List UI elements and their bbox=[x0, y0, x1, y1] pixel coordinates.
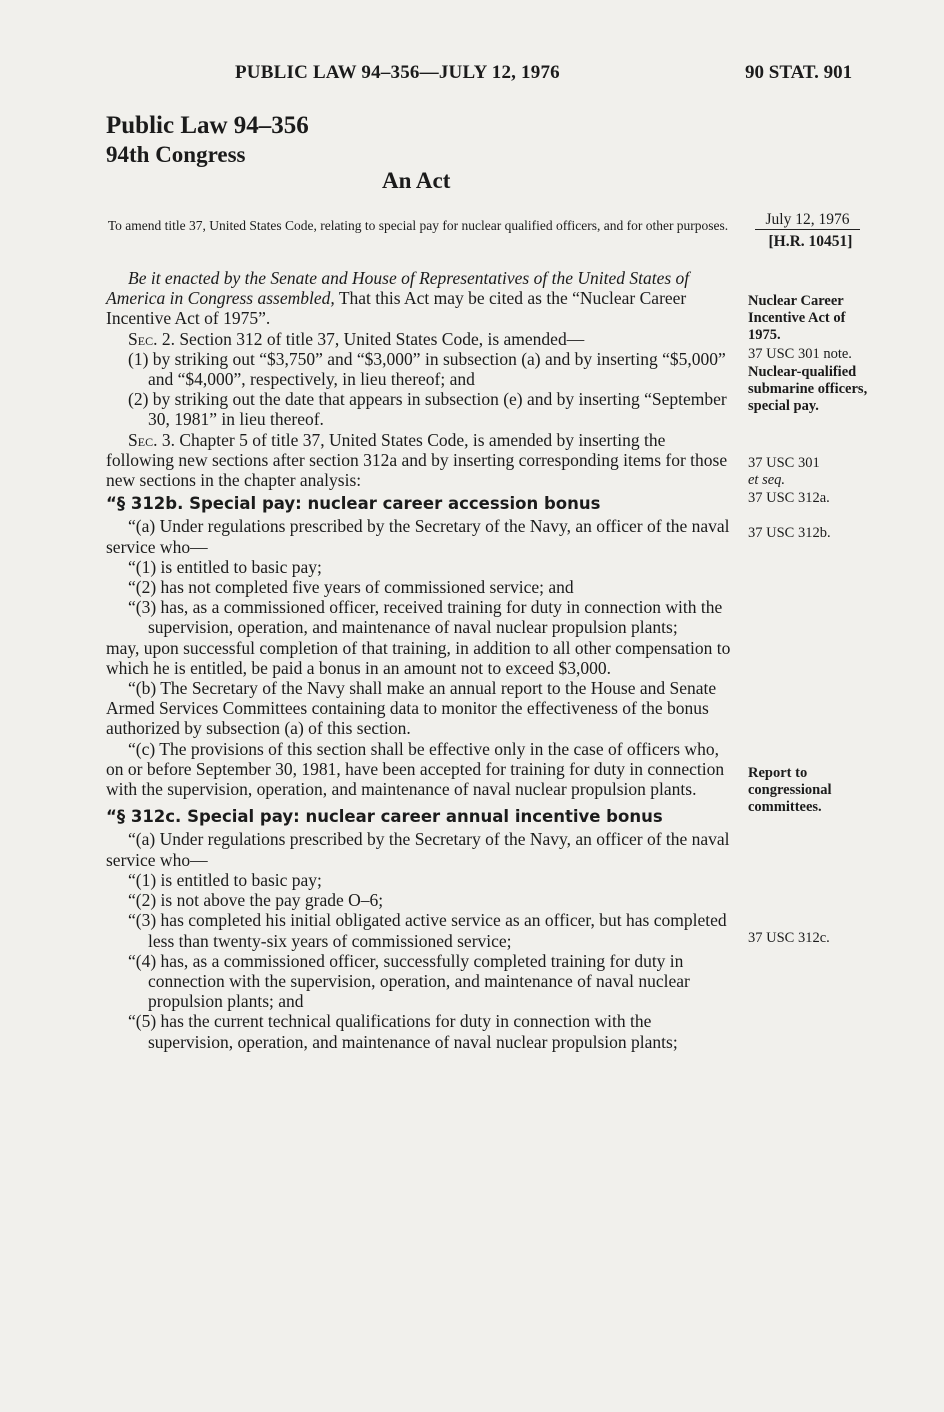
section-312b-b: “(b) The Secretary of the Navy shall make an annual report to the House and Senate Armed Services Committees containing data to monitor the effectiveness of the bonus authorized by subsection (a) of this section. bbox=[106, 678, 717, 739]
section-312c-a-4: “(4) has, as a commissioned officer, successfully completed training for duty in connection with the supervision, operation, and maintenance of naval nuclear propulsion plants; and bbox=[128, 950, 690, 1012]
margin-nuclear-qualified: Nuclear-qualified submarine officers, special pay. bbox=[748, 364, 868, 414]
section-312b-a-2: “(2) has not completed five years of commissioned service; and bbox=[128, 577, 574, 598]
section-3 bbox=[106, 430, 732, 491]
enacting-clause bbox=[106, 268, 732, 329]
section-312c-heading: “§ 312c. Special pay: nuclear career annual incentive bonus bbox=[106, 807, 663, 827]
section-312b-a-3: “(3) has, as a commissioned officer, received training for duty in connection with the supervision, operation, and maintenance of naval nuclear propulsion plants; bbox=[128, 597, 723, 638]
margin-usc-312b: 37 USC 312b. bbox=[748, 525, 831, 541]
section-312c-a-5: “(5) has the current technical qualifications for duty in connection with the supervision, operation, and maintenance of naval nuclear propulsion plants; bbox=[128, 1011, 678, 1052]
section-3-text: Chapter 5 of title 37, United States Code, is amended by inserting the following new sections after section 312a and by inserting corresponding items for those new sections in the chapter analysis: bbox=[106, 429, 728, 491]
margin-usc-301: 37 USC 301 bbox=[748, 455, 820, 471]
margin-et-seq: et seq. bbox=[748, 472, 786, 488]
enacting-formula: Be it enacted by the Senate and House of Representatives of the United States of America in Congress assembled, bbox=[106, 268, 690, 309]
section-312b-a-1: “(1) is entitled to basic pay; bbox=[128, 556, 322, 577]
congress-label: 94th Congress bbox=[106, 142, 246, 167]
margin-usc-301-note: 37 USC 301 note. bbox=[748, 346, 852, 362]
margin-bill-number: [H.R. 10451] bbox=[768, 233, 853, 250]
section-312b-a-tail: may, upon successful completion of that training, in addition to all other compensation to which he is entitled, be paid a bonus in an amount not to exceed $3,000. bbox=[106, 637, 731, 678]
section-2-para-1: (1) by striking out “$3,750” and “$3,000” in subsection (a) and by inserting “$5,000” and “$4,000”, respectively, in lieu thereof; and bbox=[128, 348, 726, 390]
section-312c-a-3: “(3) has completed his initial obligated active service as an officer, but has completed less than twenty-six years of commissioned service; bbox=[128, 910, 727, 951]
section-312b-heading: “§ 312b. Special pay: nuclear career accession bonus bbox=[106, 494, 601, 514]
margin-usc-312a: 37 USC 312a. bbox=[748, 490, 830, 506]
section-312b-a: “(a) Under regulations prescribed by the Secretary of the Navy, an officer of the naval service who— bbox=[106, 516, 730, 557]
section-2-label: Sec. 2. bbox=[128, 328, 175, 349]
act-purpose: To amend title 37, United States Code, relating to special pay for nuclear qualified officers, and for other purposes. bbox=[107, 218, 729, 233]
section-312c-a-1: “(1) is entitled to basic pay; bbox=[128, 869, 322, 890]
margin-report-note: Report to congressional committees. bbox=[748, 765, 832, 815]
margin-usc-312c: 37 USC 312c. bbox=[748, 930, 830, 946]
margin-short-title: Nuclear Career Incentive Act of 1975. bbox=[748, 293, 846, 343]
short-title-clause: That this Act may be cited as the “Nuclear Career Incentive Act of 1975”. bbox=[106, 288, 687, 329]
statute-citation: 90 STAT. 901 bbox=[745, 62, 853, 83]
margin-date: July 12, 1976 bbox=[755, 210, 860, 230]
running-head: PUBLIC LAW 94–356—JULY 12, 1976 bbox=[235, 62, 560, 83]
act-title: An Act bbox=[382, 168, 451, 193]
section-2 bbox=[106, 329, 732, 349]
margin-usc-301-et-seq bbox=[748, 455, 878, 489]
section-312c-a-2: “(2) is not above the pay grade O–6; bbox=[128, 890, 384, 911]
section-312b-c: “(c) The provisions of this section shall be effective only in the case of officers who, on or before September 30, 1981, have been accepted for training for duty in connection with the supervision, operation, and maintenance of naval nuclear propulsion plants. bbox=[106, 738, 725, 800]
law-number: Public Law 94–356 bbox=[106, 112, 309, 139]
section-2-text: Section 312 of title 37, United States Code, is amended— bbox=[174, 328, 585, 349]
section-312c-a: “(a) Under regulations prescribed by the Secretary of the Navy, an officer of the naval service who— bbox=[106, 829, 730, 870]
section-3-label: Sec. 3. bbox=[128, 429, 175, 450]
law-body bbox=[106, 268, 732, 1052]
section-2-para-2: (2) by striking out the date that appears in subsection (e) and by inserting “September 30, 1981” in lieu thereof. bbox=[128, 389, 727, 430]
